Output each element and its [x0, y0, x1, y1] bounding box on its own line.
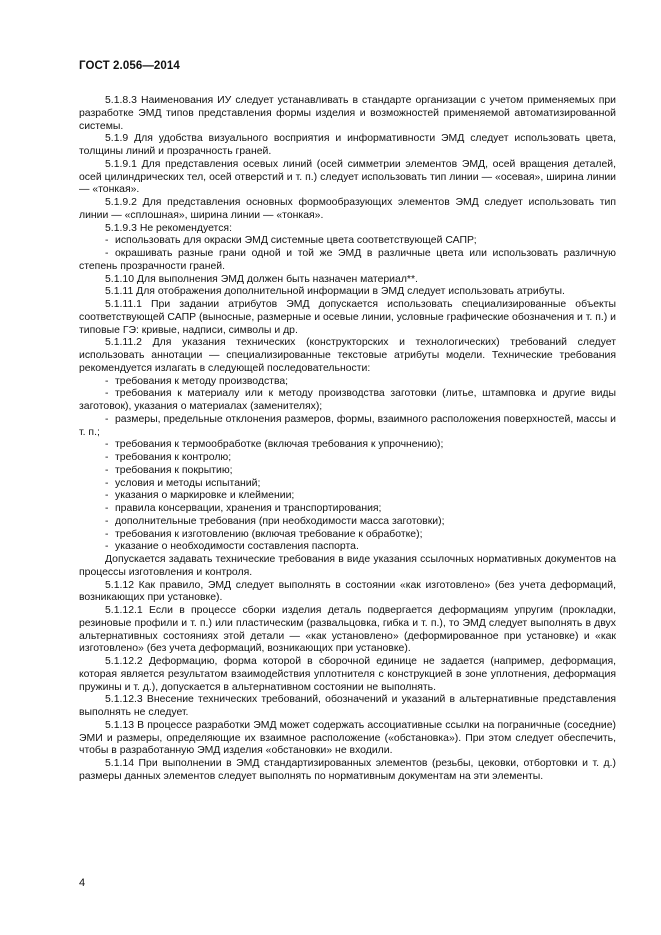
paragraph: 5.1.9.2 Для представления основных формообразующих элементов ЭМД следует использовать тип линии — «сплошная», ширина линии — «тонкая». [79, 197, 616, 221]
list-item-text: использовать для окраски ЭМД системные цвета соответствующей САПР; [115, 235, 477, 247]
list-item-text: указание о необходимости составления паспорта. [115, 541, 359, 553]
list-item [79, 516, 616, 529]
paragraph: 5.1.9 Для удобства визуального восприятия и информативности ЭМД следует использовать цвета, толщины линий и прозрачность граней. [79, 133, 616, 157]
list-dash: - [105, 439, 109, 451]
paragraph: 5.1.14 При выполнении в ЭМД стандартизированных элементов (резьбы, цековки, отбортовки и т. д.) размеры данных элементов следует выполнять по нормативным документам на эти элементы. [79, 758, 616, 782]
paragraph: 5.1.11.2 Для указания технических (конструкторских и технологических) требований следует использовать аннотации — специализированные текстовые атрибуты модели. Технические требования рекомендуется излагать в следующей последовательности: [79, 337, 616, 374]
paragraph: 5.1.13 В процессе разработки ЭМД может содержать ассоциативные ссылки на пограничные (соседние) ЭМИ и размеры, определяющие их взаимное расположение («обстановка»). При этом следует обеспечить, чтобы в разработанную ЭМД изделия «обстановки» не входили. [79, 719, 616, 757]
list-item-text: дополнительные требования (при необходимости масса заготовки); [115, 515, 445, 527]
list-dash: - [105, 452, 109, 463]
list-dash: - [105, 477, 109, 489]
paragraph: 5.1.11 Для отображения дополнительной информации в ЭМД следует использовать атрибуты. [105, 286, 565, 298]
list-dash: - [105, 464, 109, 476]
list-item [79, 376, 616, 389]
list-dash: - [105, 375, 109, 387]
list-dash: - [105, 541, 109, 553]
document-header: ГОСТ 2.056—2014 [79, 60, 180, 72]
document-body [79, 95, 616, 784]
list-item-text: правила консервации, хранения и транспортирования; [115, 503, 382, 514]
page-number: 4 [79, 877, 86, 889]
list-item-text: требования к методу производства; [115, 375, 289, 387]
list-item [79, 490, 616, 503]
list-item [79, 503, 616, 516]
list-item-text: требования к термообработке (включая требования к упрочнению); [115, 439, 444, 451]
paragraph: 5.1.12.1 Если в процессе сборки изделия деталь подвергается деформациям упругим (прокладки, резиновые профили и т. п.) или пластическим (развальцовка, гибка и т. п.), то ЭМД следует выполнять в двух альтернативных состояниях этой детали — «как установлено» (деформированное при установке) и «как изготовлено» (без учета деформаций, возникающих при установке). [79, 605, 616, 655]
list-dash: - [105, 503, 109, 514]
list-dash: - [105, 490, 109, 502]
list-dash: - [105, 248, 109, 259]
list-item [79, 439, 616, 452]
paragraph: 5.1.11.1 При задании атрибутов ЭМД допускается использовать специализированные объекты соответствующей САПР (выносные, размерные и осевые линии, условные графические обозначения и т. п.) и типовые ГЭ: кривые, надписи, символы и др. [79, 299, 616, 336]
list-item-text: окрашивать разные грани одной и той же ЭМД в различные цвета или использовать различную степень прозрачности граней. [79, 248, 616, 272]
list-item-text: условия и методы испытаний; [115, 477, 261, 489]
list-dash: - [105, 413, 109, 425]
paragraph: 5.1.10 Для выполнения ЭМД должен быть назначен материал**. [105, 273, 418, 285]
list-item-text: требования к контролю; [115, 452, 232, 463]
paragraph: 5.1.12.2 Деформацию, форма которой в сборочной единице не задается (например, деформация, которая является результатом взаимодействия уплотнителя с конструкцией в зоне уплотнения, деформация пружины и т. д.), допускается в альтернативном состоянии не выполнять. [79, 656, 616, 693]
paragraph: 5.1.12.3 Внесение технических требований, обозначений и указаний в альтернативные представления выполнять не следует. [79, 694, 616, 718]
list-item-text: требования к материалу или к методу производства заготовки (литье, штамповка и другие виды заготовок), указания о материалах (заменителях); [79, 388, 616, 412]
list-item [79, 248, 616, 274]
list-item [79, 452, 616, 465]
list-item [79, 465, 616, 478]
list-dash: - [105, 515, 109, 527]
list-item [79, 414, 616, 440]
list-item [79, 541, 616, 554]
list-dash: - [105, 388, 109, 400]
list-item [79, 529, 616, 542]
list-item [79, 388, 616, 414]
paragraph: Допускается задавать технические требования в виде указания ссылочных нормативных документов на процессы изготовления и контроля. [79, 554, 616, 578]
list-item-text: требования к изготовлению (включая требование к обработке); [115, 528, 423, 540]
list-dash: - [105, 235, 109, 247]
paragraph: 5.1.9.1 Для представления осевых линий (осей симметрии элементов ЭМД, осей вращения деталей, осей цилиндрических тел, осей отверстий и т. п.) следует использовать тип линии — «осевая», ширина линии — «тонкая». [79, 158, 616, 196]
list-dash: - [105, 528, 109, 540]
paragraph: 5.1.8.3 Наименования ИУ следует устанавливать в стандарте организации с учетом применяемых при разработке ЭМД типов представления формы изделия и возможностей применяемой автоматизированной системы. [79, 95, 616, 132]
list-item [79, 235, 616, 248]
list-item-text: требования к покрытию; [115, 464, 233, 476]
paragraph: 5.1.9.3 Не рекомендуется: [105, 222, 232, 234]
list-item [79, 478, 616, 491]
list-item-text: указания о маркировке и клеймении; [115, 490, 295, 502]
paragraph: 5.1.12 Как правило, ЭМД следует выполнять в состоянии «как изготовлено» (без учета деформаций, возникающих при установке). [79, 579, 616, 604]
list-item-text: размеры, предельные отклонения размеров, формы, взаимного расположения поверхностей, массы и т. п.; [79, 413, 616, 438]
